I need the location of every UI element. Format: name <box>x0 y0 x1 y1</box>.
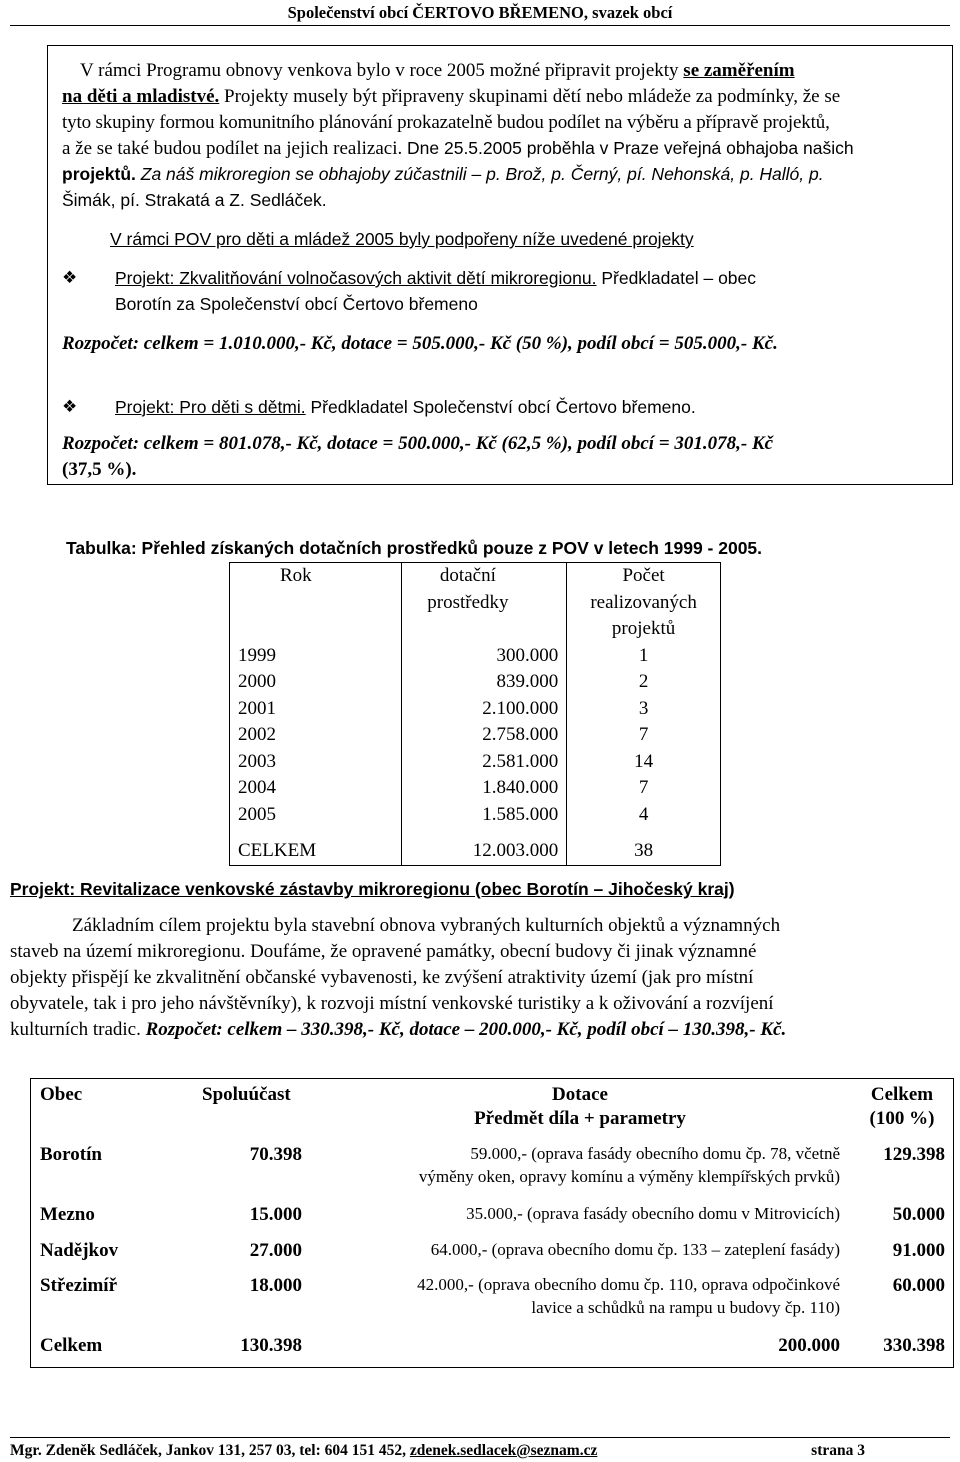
t2-obec-strezimir: Střezimíř <box>40 1275 118 1296</box>
t2-dotace-strezimir: 42.000,- (oprava obecního domu čp. 110, oprava odpočinkové <box>417 1275 840 1294</box>
t2-celkem-nadejkov: 91.000 <box>892 1240 945 1261</box>
page-header: Společenství obcí ČERTOVO BŘEMENO, svazek obcí <box>287 3 673 22</box>
table-row: 1999 300.000 1 <box>230 643 721 670</box>
bullet-icon: ❖ <box>62 397 78 417</box>
table-row: 2004 1.840.000 7 <box>230 775 721 802</box>
table-row: 2002 2.758.000 7 <box>230 722 721 749</box>
t2-spol-borotin: 70.398 <box>249 1144 302 1165</box>
focus-emphasis: se zaměřením <box>683 60 795 81</box>
project-1-title: Projekt: Zkvalitňování volnočasových aktivit dětí mikroregionu. <box>115 268 597 288</box>
table-row: 2000 839.000 2 <box>230 669 721 696</box>
project-1-budget: Rozpočet: celkem = 1.010.000,- Kč, dotace = 505.000,- Kč (50 %), podíl obcí = 505.000,- Kč. <box>62 333 778 354</box>
revitalization-heading: Projekt: Revitalizace venkovské zástavby mikroregionu (obec Borotín – Jihočeský kraj) <box>10 879 735 899</box>
t2-total-spol: 130.398 <box>240 1335 302 1356</box>
t2-dotace-nadejkov: 64.000,- (oprava obecního domu čp. 133 – zateplení fasády) <box>430 1240 840 1259</box>
t2-dotace-borotin: 59.000,- (oprava fasády obecního domu čp. 78, včetně <box>470 1144 840 1163</box>
project-1-applicant: Borotín za Společenství obcí Čertovo břemeno <box>115 294 478 314</box>
intro-line-6: Šimák, pí. Strakatá a Z. Sedláček. <box>62 190 327 210</box>
footer-email-link[interactable]: zdenek.sedlacek@seznam.cz <box>409 1442 598 1459</box>
t2-header-celkem: Celkem <box>870 1084 934 1105</box>
header-rok: Rok <box>230 563 402 643</box>
revit-line-3: objekty přispějí ke zkvalitnění občanské vybavenosti, ke zvýšení atraktivity území (jak pro místní <box>10 967 754 988</box>
t2-spol-strezimir: 18.000 <box>249 1275 302 1296</box>
t2-total-label: Celkem <box>40 1335 103 1356</box>
revit-line-5: kulturních tradic. Rozpočet: celkem – 330.398,- Kč, dotace – 200.000,- Kč, podíl obcí – 130.398,- Kč. <box>10 1019 787 1040</box>
table-row: 2005 1.585.000 4 <box>230 802 721 829</box>
project-1-title-line: Projekt: Zkvalitňování volnočasových aktivit dětí mikroregionu. Předkladatel – obec <box>115 268 757 288</box>
revit-line-4: obyvatele, tak i pro jeho návštěvníky), k rozvoji místní venkovské turistiky a k oživování a rozvíjení <box>10 993 774 1014</box>
t2-celkem-borotin: 129.398 <box>883 1144 945 1165</box>
t2-spol-mezno: 15.000 <box>249 1204 302 1225</box>
header-pocet-projektu: Počet realizovaných projektů <box>567 563 721 643</box>
t2-total-dotace: 200.000 <box>778 1335 840 1356</box>
t2-header-dotace: Dotace <box>552 1084 608 1105</box>
t2-header-obec: Obec <box>40 1084 83 1105</box>
subsidy-table <box>229 562 721 866</box>
intro-line-3: tyto skupiny formou komunitního plánování prokazatelně budou podílet na výběru a přípravě projektů, <box>62 112 830 133</box>
table-header-row <box>230 563 721 643</box>
bullet-icon: ❖ <box>62 268 78 288</box>
supported-projects-heading: V rámci POV pro děti a mládež 2005 byly podpořeny níže uvedené projekty <box>110 229 694 249</box>
page-number: strana 3 <box>811 1442 865 1459</box>
intro-line-5: projektů. Za náš mikroregion se obhajoby zúčastnili – p. Brož, p. Černý, pí. Nehonská, p. Halló, p. <box>62 164 824 184</box>
t2-header-celkem-pct: (100 %) <box>869 1108 935 1129</box>
project-2-title-line: Projekt: Pro děti s dětmi. Předkladatel Společenství obcí Čertovo břemeno. <box>115 397 696 417</box>
pov-children-box <box>47 45 953 485</box>
project-2-budget-share: (37,5 %). <box>62 459 137 480</box>
t2-obec-borotin: Borotín <box>40 1144 102 1165</box>
t2-spol-nadejkov: 27.000 <box>249 1240 302 1261</box>
t2-dotace-strezimir-cont: lavice a schůdků na rampu u budovy čp. 110) <box>531 1298 840 1317</box>
table-row: 2003 2.581.000 14 <box>230 749 721 776</box>
t2-dotace-mezno: 35.000,- (oprava fasády obecního domu v Mitrovicích) <box>466 1204 840 1223</box>
table-row: 2001 2.100.000 3 <box>230 696 721 723</box>
project-2-title: Projekt: Pro děti s dětmi. <box>115 397 306 417</box>
t2-header-predmet: Předmět díla + parametry <box>474 1108 686 1129</box>
page-footer <box>10 1437 950 1460</box>
revit-budget: Rozpočet: celkem – 330.398,- Kč, dotace – 200.000,- Kč, podíl obcí – 130.398,- Kč. <box>145 1019 787 1040</box>
t2-header-spoluucast: Spoluúčast <box>202 1084 291 1105</box>
intro-line-2: na děti a mladistvé. Projekty musely být připraveny skupinami dětí nebo mládeže za podmínky, že se <box>62 86 841 107</box>
header-dotacni-prostredky: dotační prostředky <box>401 563 567 643</box>
intro-line-4: a že se také budou podílet na jejich realizaci. Dne 25.5.2005 proběhla v Praze veřejná obhajoba našich <box>62 138 854 159</box>
t2-total-celkem: 330.398 <box>883 1335 945 1356</box>
t2-celkem-mezno: 50.000 <box>892 1204 945 1225</box>
footer-contact: Mgr. Zdeněk Sedláček, Jankov 131, 257 03, tel: 604 151 452, <box>10 1442 410 1459</box>
project-2-budget: Rozpočet: celkem = 801.078,- Kč, dotace = 500.000,- Kč (62,5 %), podíl obcí = 301.078,- Kč <box>62 433 774 454</box>
revit-line-1: Základním cílem projektu byla stavební obnova vybraných kulturních objektů a významných <box>72 915 781 936</box>
target-group-emphasis: na děti a mladistvé. <box>62 86 220 107</box>
t2-dotace-borotin-cont: výměny oken, opravy komínu a výměny klempířských prvků) <box>418 1167 840 1186</box>
intro-line-1: V rámci Programu obnovy venkova bylo v roce 2005 možné připravit projekty se zaměřením <box>80 60 795 81</box>
t2-celkem-strezimir: 60.000 <box>892 1275 945 1296</box>
header-divider <box>10 25 950 26</box>
t2-obec-nadejkov: Nadějkov <box>40 1240 119 1261</box>
table-total-row: CELKEM 12.003.000 38 <box>230 828 721 865</box>
table1-caption: Tabulka: Přehled získaných dotačních prostředků pouze z POV v letech 1999 - 2005. <box>66 538 763 558</box>
t2-obec-mezno: Mezno <box>40 1204 95 1225</box>
revit-line-2: staveb na území mikroregionu. Doufáme, že opravené památky, obecní budovy či jinak významné <box>10 941 757 962</box>
